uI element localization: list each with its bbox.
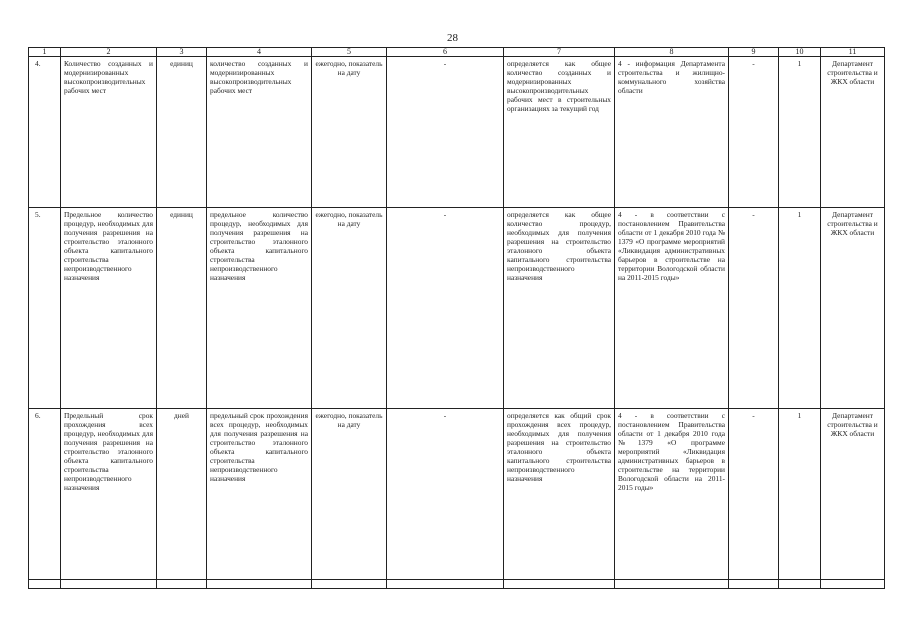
empty-cell [207, 580, 312, 589]
empty-cell [157, 580, 207, 589]
col9-value: - [729, 208, 779, 409]
column-header: 9 [729, 48, 779, 57]
column-header: 4 [207, 48, 312, 57]
data-source: 4 - в соответствии с постановлением Правительства области от 1 декабря 2010 года №1379 «О программе мероприятий «Ликвидация административных барьеров в строительстве на территории Вологодской области на 2011-2015 годы» [615, 409, 729, 580]
col6-value: - [387, 57, 504, 208]
indicator-name: Количество созданных и модернизированных высокопроизводительных рабочих мест [61, 57, 157, 208]
column-header: 3 [157, 48, 207, 57]
column-header: 11 [821, 48, 885, 57]
indicator-table [28, 47, 885, 589]
periodicity: ежегодно, показатель на дату [312, 57, 387, 208]
empty-cell [61, 580, 157, 589]
col9-value: - [729, 57, 779, 208]
responsible: Департамент строительства и ЖКХ области [821, 208, 885, 409]
column-header: 2 [61, 48, 157, 57]
column-header: 8 [615, 48, 729, 57]
column-header: 5 [312, 48, 387, 57]
unit: единиц [157, 208, 207, 409]
indicator-name: Предельный срок прохождения всех процедур, необходимых для получения разрешения на строительство эталонного объекта капитального строительства непроизводственного назначения [61, 409, 157, 580]
table-row [29, 409, 885, 580]
row-number: 4. [29, 57, 61, 208]
col6-value: - [387, 409, 504, 580]
col10-value: 1 [779, 208, 821, 409]
col10-value: 1 [779, 57, 821, 208]
calculation-method: определяется как общий срок прохождения всех процедур, необходимых для получения разрешения на строительство эталонного объекта капитального строительства непроизводственного назначения [504, 409, 615, 580]
row-number: 6. [29, 409, 61, 580]
empty-cell [821, 580, 885, 589]
empty-row [29, 580, 885, 589]
data-source: 4 - в соответствии с постановлением Правительства области от 1 декабря 2010 года № 1379 «О программе мероприятий «Ликвидация административных барьеров в строительстве на территории Вологодской области на 2011-2015 годы» [615, 208, 729, 409]
data-source: 4 - информация Департамента строительства и жилищно-коммунального хозяйства области [615, 57, 729, 208]
unit: единиц [157, 57, 207, 208]
col6-value: - [387, 208, 504, 409]
indicator-definition: предельное количество процедур, необходимых для получения разрешения на строительство эталонного объекта капитального строительства непроизводственного назначения [207, 208, 312, 409]
responsible: Департамент строительства и ЖКХ области [821, 57, 885, 208]
column-header: 7 [504, 48, 615, 57]
periodicity: ежегодно, показатель на дату [312, 409, 387, 580]
periodicity: ежегодно, показатель на дату [312, 208, 387, 409]
empty-cell [504, 580, 615, 589]
calculation-method: определяется как общее количество созданных и модернизированных высокопроизводительных рабочих мест в строительных организациях за текущий год [504, 57, 615, 208]
indicator-name: Предельное количество процедур, необходимых для получения разрешения на строительство эталонного объекта капитального строительства непроизводственного назначения [61, 208, 157, 409]
row-number: 5. [29, 208, 61, 409]
empty-cell [729, 580, 779, 589]
calculation-method: определяется как общее количество процедур, необходимых для получения разрешения на строительство эталонного объекта капитального строительства непроизводственного назначения [504, 208, 615, 409]
page-number: 28 [447, 32, 458, 44]
column-header: 6 [387, 48, 504, 57]
empty-cell [779, 580, 821, 589]
unit: дней [157, 409, 207, 580]
column-number-row [29, 48, 885, 57]
indicator-definition: количество созданных и модернизированных высокопроизводительных рабочих мест [207, 57, 312, 208]
table-row [29, 57, 885, 208]
empty-cell [312, 580, 387, 589]
column-header: 10 [779, 48, 821, 57]
responsible: Департамент строительства и ЖКХ области [821, 409, 885, 580]
col9-value: - [729, 409, 779, 580]
empty-cell [29, 580, 61, 589]
col10-value: 1 [779, 409, 821, 580]
column-header: 1 [29, 48, 61, 57]
empty-cell [387, 580, 504, 589]
table-row [29, 208, 885, 409]
empty-cell [615, 580, 729, 589]
indicator-definition: предельный срок прохождения всех процедур, необходимых для получения разрешения на строительство эталонного объекта капитального строительства непроизводственного назначения [207, 409, 312, 580]
